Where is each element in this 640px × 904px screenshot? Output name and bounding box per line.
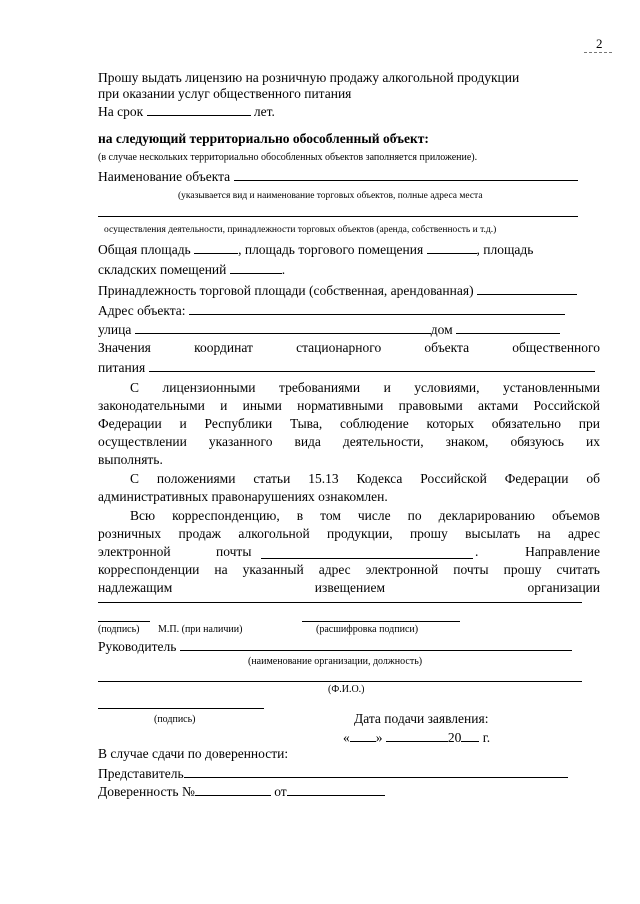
organization-line[interactable] xyxy=(98,602,582,603)
address-row xyxy=(98,302,565,319)
email-field[interactable] xyxy=(261,546,473,559)
word: об xyxy=(586,471,600,486)
object-name-row xyxy=(98,168,578,185)
decode-line[interactable] xyxy=(302,621,460,622)
coords-word: объекта xyxy=(424,340,470,355)
word: требованиями xyxy=(279,380,361,395)
word: Федерации xyxy=(504,471,569,486)
signature-line[interactable] xyxy=(98,621,150,622)
coords-end-row xyxy=(98,359,595,376)
storage-row: складских помещений . xyxy=(98,262,286,277)
page-number-mark xyxy=(584,52,612,53)
word: организации xyxy=(527,580,600,595)
word: корреспонденции xyxy=(98,562,200,577)
area-row xyxy=(98,241,533,258)
power-row xyxy=(98,783,385,800)
sign-caption: (подпись) xyxy=(98,624,140,635)
power-date-field[interactable] xyxy=(287,783,385,796)
word: 15.13 xyxy=(308,471,339,486)
area-trade-label: , площадь торгового помещения xyxy=(238,242,424,257)
para1-line-4 xyxy=(98,434,600,450)
ownership-label: Принадлежность торговой площади (собственная, арендованная) xyxy=(98,283,474,298)
object-name-field[interactable] xyxy=(234,168,578,181)
signature-line-2[interactable] xyxy=(98,708,264,709)
address-field[interactable] xyxy=(189,302,565,315)
term-row xyxy=(98,103,275,120)
word: осуществлении xyxy=(98,434,187,449)
page-number: 2 xyxy=(596,36,603,51)
word: извещением xyxy=(314,580,386,595)
word: корреспонденцию, xyxy=(172,508,280,523)
para3-line-2 xyxy=(98,526,600,542)
coords-field[interactable] xyxy=(149,359,595,372)
sign-caption-2: (подпись) xyxy=(154,714,196,725)
word: обязательно xyxy=(491,416,561,431)
word: считать xyxy=(556,562,600,577)
date-day-field[interactable] xyxy=(350,729,376,742)
para3-line-5 xyxy=(98,580,600,596)
word: вида xyxy=(294,434,321,449)
word: указанный xyxy=(242,562,304,577)
word: декларированию xyxy=(438,508,535,523)
word: электронной xyxy=(365,562,439,577)
date-close-quote: » xyxy=(375,730,383,745)
direction-label: Направление xyxy=(525,544,600,559)
representative-label: Представитель xyxy=(98,766,184,781)
date-year-prefix: 20 xyxy=(447,730,462,745)
word: иными xyxy=(242,398,282,413)
request-line-2: при оказании услуг общественного питания xyxy=(98,86,352,101)
word: в xyxy=(296,508,304,523)
word: на xyxy=(537,526,551,541)
para3-line-1 xyxy=(130,508,600,524)
term-field[interactable] xyxy=(147,103,251,116)
house-field[interactable] xyxy=(456,321,560,334)
object-name-label: Наименование объекта xyxy=(98,169,231,184)
area-total-field[interactable] xyxy=(194,241,238,254)
word: числе xyxy=(357,508,391,523)
head-row xyxy=(98,638,572,655)
request-line-1: Прошу выдать лицензию на розничную продажу алкогольной продукции xyxy=(98,70,520,85)
para2-line-1 xyxy=(130,471,600,487)
area-trade-field[interactable] xyxy=(427,241,477,254)
date-open-quote: « xyxy=(343,730,350,745)
area-sep-label: , площадь xyxy=(476,242,534,257)
object-hint-1: (указывается вид и наименование торговых объектов, полные адреса места xyxy=(178,191,483,201)
date-year-suffix: г. xyxy=(482,730,491,745)
word: условиями, xyxy=(414,380,480,395)
term-suffix: лет. xyxy=(253,104,275,119)
date-month-field[interactable] xyxy=(386,729,448,742)
power-from-label: от xyxy=(274,784,287,799)
word: обязуюсь xyxy=(510,434,564,449)
word: надлежащим xyxy=(98,580,173,595)
ownership-row xyxy=(98,282,577,299)
para2-line-2: административных правонарушениях ознакомлен. xyxy=(98,489,388,504)
word: деятельности, xyxy=(342,434,424,449)
word: почты xyxy=(453,562,489,577)
fio-caption: (Ф.И.О.) xyxy=(328,684,365,695)
proxy-title: В случае сдачи по доверенности: xyxy=(98,746,289,761)
word: по xyxy=(407,508,422,523)
word: установленными xyxy=(502,380,600,395)
para3-line-4 xyxy=(98,562,600,578)
term-label: На срок xyxy=(98,104,144,119)
date-row xyxy=(343,729,490,746)
head-label: Руководитель xyxy=(98,639,177,654)
word: прошу xyxy=(503,562,542,577)
word: продукции, xyxy=(327,526,393,541)
word: адрес xyxy=(318,562,351,577)
decode-caption: (расшифровка подписи) xyxy=(316,624,419,635)
org-hint: (наименование организации, должность) xyxy=(248,656,423,667)
word: Республики xyxy=(204,416,273,431)
word: на xyxy=(214,562,228,577)
word: розничных xyxy=(98,526,162,541)
fio-line[interactable] xyxy=(98,681,582,682)
word: С xyxy=(130,380,140,395)
word: указанного xyxy=(208,434,273,449)
para1-line-2 xyxy=(98,398,600,414)
word: Российской xyxy=(420,471,487,486)
date-year-field[interactable] xyxy=(461,729,479,742)
head-field[interactable] xyxy=(180,638,572,651)
house-label: дом xyxy=(430,322,453,337)
word: прошу xyxy=(409,526,448,541)
coords-end-label: питания xyxy=(98,360,146,375)
stamp-caption: М.П. (при наличии) xyxy=(158,624,243,635)
coords-word: общественного xyxy=(512,340,600,355)
area-total-label: Общая площадь xyxy=(98,242,191,257)
word: которых xyxy=(426,416,474,431)
area-storage-label: складских помещений xyxy=(98,262,227,277)
word: С xyxy=(130,471,140,486)
email-label-a: электронной xyxy=(98,544,171,559)
street-row xyxy=(98,321,560,338)
para1-line-3 xyxy=(98,416,600,432)
word: и xyxy=(220,398,228,413)
power-label: Доверенность № xyxy=(98,784,195,799)
coords-word: Значения xyxy=(98,340,151,355)
word: лицензионными xyxy=(162,380,256,395)
word: нормативными xyxy=(297,398,384,413)
object-heading: на следующий территориально обособленный объект: xyxy=(98,131,429,146)
date-label: Дата подачи заявления: xyxy=(354,711,489,726)
street-label: улица xyxy=(98,322,132,337)
word: их xyxy=(585,434,600,449)
word: и xyxy=(383,380,391,395)
word: Российской xyxy=(533,398,600,413)
object-hint-2: осуществления деятельности, принадлежности торговых объектов (аренда, собственность и т.д.) xyxy=(104,225,497,235)
area-storage-field[interactable] xyxy=(230,261,282,274)
word: Тыва, xyxy=(290,416,323,431)
coords-row xyxy=(98,340,600,356)
object-note: (в случае нескольких территориально обособленных объектов заполняется приложение). xyxy=(98,152,478,163)
word: адрес xyxy=(568,526,600,541)
word: актами xyxy=(478,398,519,413)
word: при xyxy=(578,416,600,431)
word: объемов xyxy=(551,508,600,523)
coords-word: координат xyxy=(194,340,253,355)
word: знаком, xyxy=(445,434,489,449)
ownership-field[interactable] xyxy=(477,282,577,295)
word: Федерации xyxy=(98,416,162,431)
word: соблюдение xyxy=(340,416,409,431)
word: статьи xyxy=(253,471,291,486)
representative-row xyxy=(98,765,568,782)
object-line-2[interactable] xyxy=(98,216,578,217)
email-dot: . xyxy=(475,544,479,559)
street-field[interactable] xyxy=(135,321,431,334)
word: Кодекса xyxy=(356,471,403,486)
word: положениями xyxy=(156,471,236,486)
word: законодательными xyxy=(98,398,205,413)
address-label: Адрес объекта: xyxy=(98,303,186,318)
word: продаж xyxy=(178,526,221,541)
word: высылать xyxy=(465,526,521,541)
representative-field[interactable] xyxy=(184,765,568,778)
power-number-field[interactable] xyxy=(195,783,271,796)
word: и xyxy=(179,416,187,431)
coords-word: стационарного xyxy=(296,340,382,355)
word: том xyxy=(320,508,341,523)
para1-line-1 xyxy=(130,380,600,396)
word: Всю xyxy=(130,508,156,523)
word: правовыми xyxy=(398,398,463,413)
email-label-b: почты xyxy=(216,544,252,559)
para1-line-5: выполнять. xyxy=(98,452,163,467)
word: алкогольной xyxy=(238,526,310,541)
